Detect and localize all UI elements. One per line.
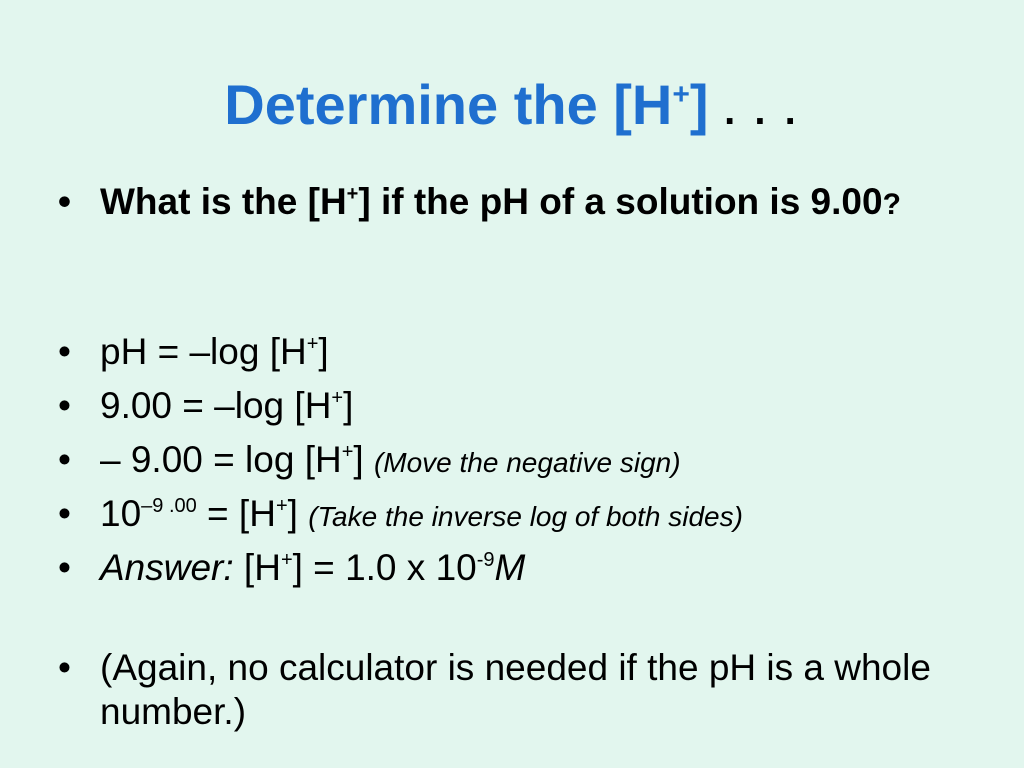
bullet-icon: •	[58, 547, 71, 588]
bullet-icon: •	[58, 181, 71, 222]
title-ellipsis: . . .	[724, 89, 800, 133]
answer-exponent: -9	[476, 549, 495, 571]
question-bullet	[58, 180, 958, 227]
bullet-icon: •	[58, 385, 71, 426]
answer-superscript: +	[280, 549, 293, 571]
question-mark: ?	[882, 188, 901, 221]
answer-part1: [H	[233, 547, 281, 588]
question-part1: What is the [H	[100, 181, 347, 222]
question-superscript: +	[346, 183, 359, 205]
answer-unit: M	[494, 547, 526, 588]
step-3-superscript: +	[341, 441, 354, 463]
title-close-bracket: ]	[689, 73, 709, 136]
bullet-icon: •	[58, 439, 71, 480]
step-bullet-2	[58, 384, 958, 428]
step-1-close: ]	[318, 331, 329, 372]
bullet-icon: •	[58, 647, 71, 688]
step-bullet-1	[58, 330, 958, 374]
step-4-note: (Take the inverse log of both sides)	[308, 501, 743, 532]
answer-label: Answer:	[100, 547, 234, 588]
step-bullet-4	[58, 492, 958, 539]
step-3-note: (Move the negative sign)	[373, 447, 681, 478]
step-4-close: ]	[287, 493, 298, 534]
question-part2: ] if the pH of a solution is 9.00	[358, 181, 883, 222]
answer-bullet	[58, 546, 958, 590]
title-superscript: +	[672, 78, 690, 111]
step-1-superscript: +	[306, 333, 319, 355]
step-3-text: – 9.00 = log [H	[100, 439, 342, 480]
step-3-close: ]	[353, 439, 364, 480]
title-main: Determine the [H	[224, 73, 673, 136]
slide-title	[0, 70, 1024, 146]
footnote-bullet	[58, 646, 958, 734]
step-bullet-3	[58, 438, 958, 485]
step-4-mid: = [H	[196, 493, 276, 534]
step-4-exponent: –9 .00	[141, 495, 197, 517]
footnote-text: (Again, no calculator is needed if the pH is a whole number.)	[100, 647, 931, 732]
bullet-icon: •	[58, 331, 71, 372]
step-4-superscript: +	[275, 495, 288, 517]
answer-part2: ] = 1.0 x 10	[292, 547, 477, 588]
step-2-text: 9.00 = –log [H	[100, 385, 332, 426]
step-2-close: ]	[343, 385, 354, 426]
step-4-base: 10	[100, 493, 142, 534]
bullet-icon: •	[58, 493, 71, 534]
step-2-superscript: +	[331, 387, 344, 409]
step-1-text: pH = –log [H	[100, 331, 307, 372]
